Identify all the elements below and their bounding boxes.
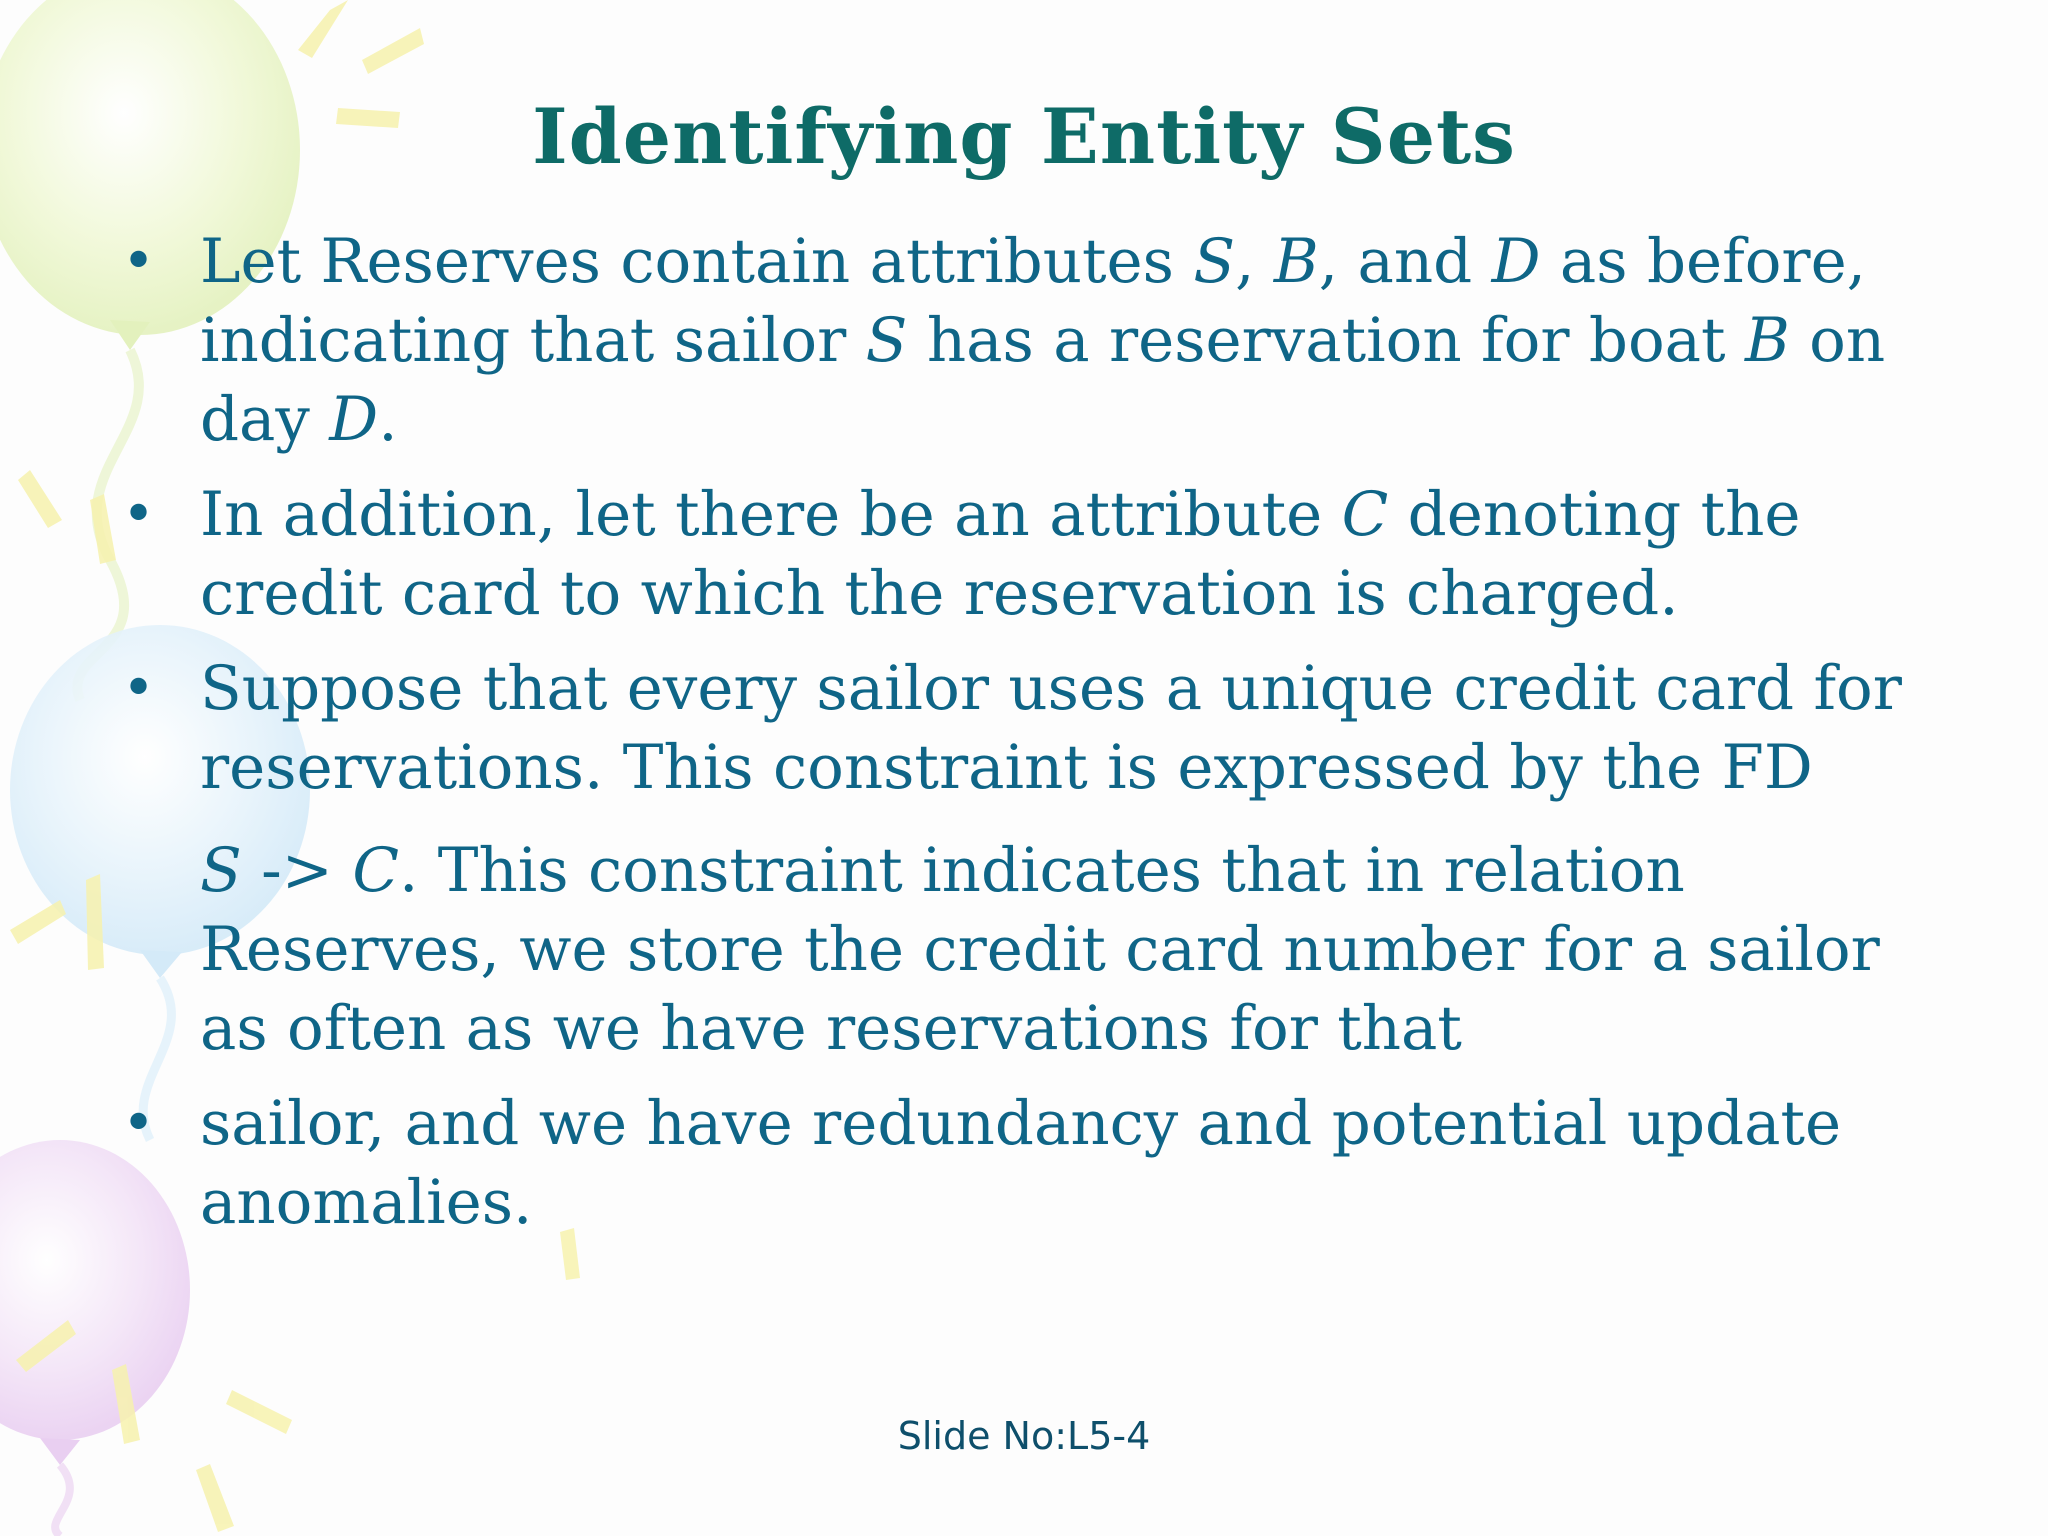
slide-number: Slide No:L5-4 xyxy=(897,1414,1151,1458)
text-segment: as before, indicating that sailor xyxy=(200,226,1867,376)
text-segment: has a reservation for boat xyxy=(907,305,1745,376)
slide-body xyxy=(200,222,1960,1258)
variable-s: S xyxy=(1193,226,1236,297)
bullet-point-4 xyxy=(200,1084,1960,1242)
bullet-point-3 xyxy=(200,649,1960,807)
variable-c: C xyxy=(1341,479,1389,550)
text-segment: In addition, let there be an attribute xyxy=(200,479,1342,550)
text-segment: -> xyxy=(241,835,353,906)
text-segment: , and xyxy=(1318,226,1492,297)
bullet-point-2 xyxy=(200,475,1960,633)
text-segment: on day xyxy=(200,305,1886,455)
variable-b: B xyxy=(1273,226,1319,297)
text-segment: denoting the credit card to which the reservation is charged. xyxy=(200,479,1801,629)
variable-d: D xyxy=(329,384,379,455)
variable-d: D xyxy=(1491,226,1541,297)
slide-title: Identifying Entity Sets xyxy=(532,92,1516,181)
variable-b: B xyxy=(1744,305,1790,376)
text-segment: sailor, and we have redundancy and potential update anomalies. xyxy=(200,1088,1842,1238)
text-segment: Let Reserves contain attributes xyxy=(200,226,1194,297)
purple-balloon-shape xyxy=(0,1140,190,1440)
text-segment: . xyxy=(378,384,398,455)
variable-s: S xyxy=(865,305,908,376)
text-segment: Suppose that every sailor uses a unique credit card for reservations. This constraint is expressed by the FD xyxy=(200,653,1902,803)
bullet-point-1 xyxy=(200,222,1960,459)
variable-s: S xyxy=(200,835,242,906)
variable-c: C xyxy=(352,835,399,906)
text-segment: . This constraint indicates that in relation Reserves, we store the credit card number for a sailor as often as we have reservations for that xyxy=(200,835,1880,1064)
text-segment: , xyxy=(1235,226,1274,297)
continuation-paragraph xyxy=(200,831,1960,1068)
